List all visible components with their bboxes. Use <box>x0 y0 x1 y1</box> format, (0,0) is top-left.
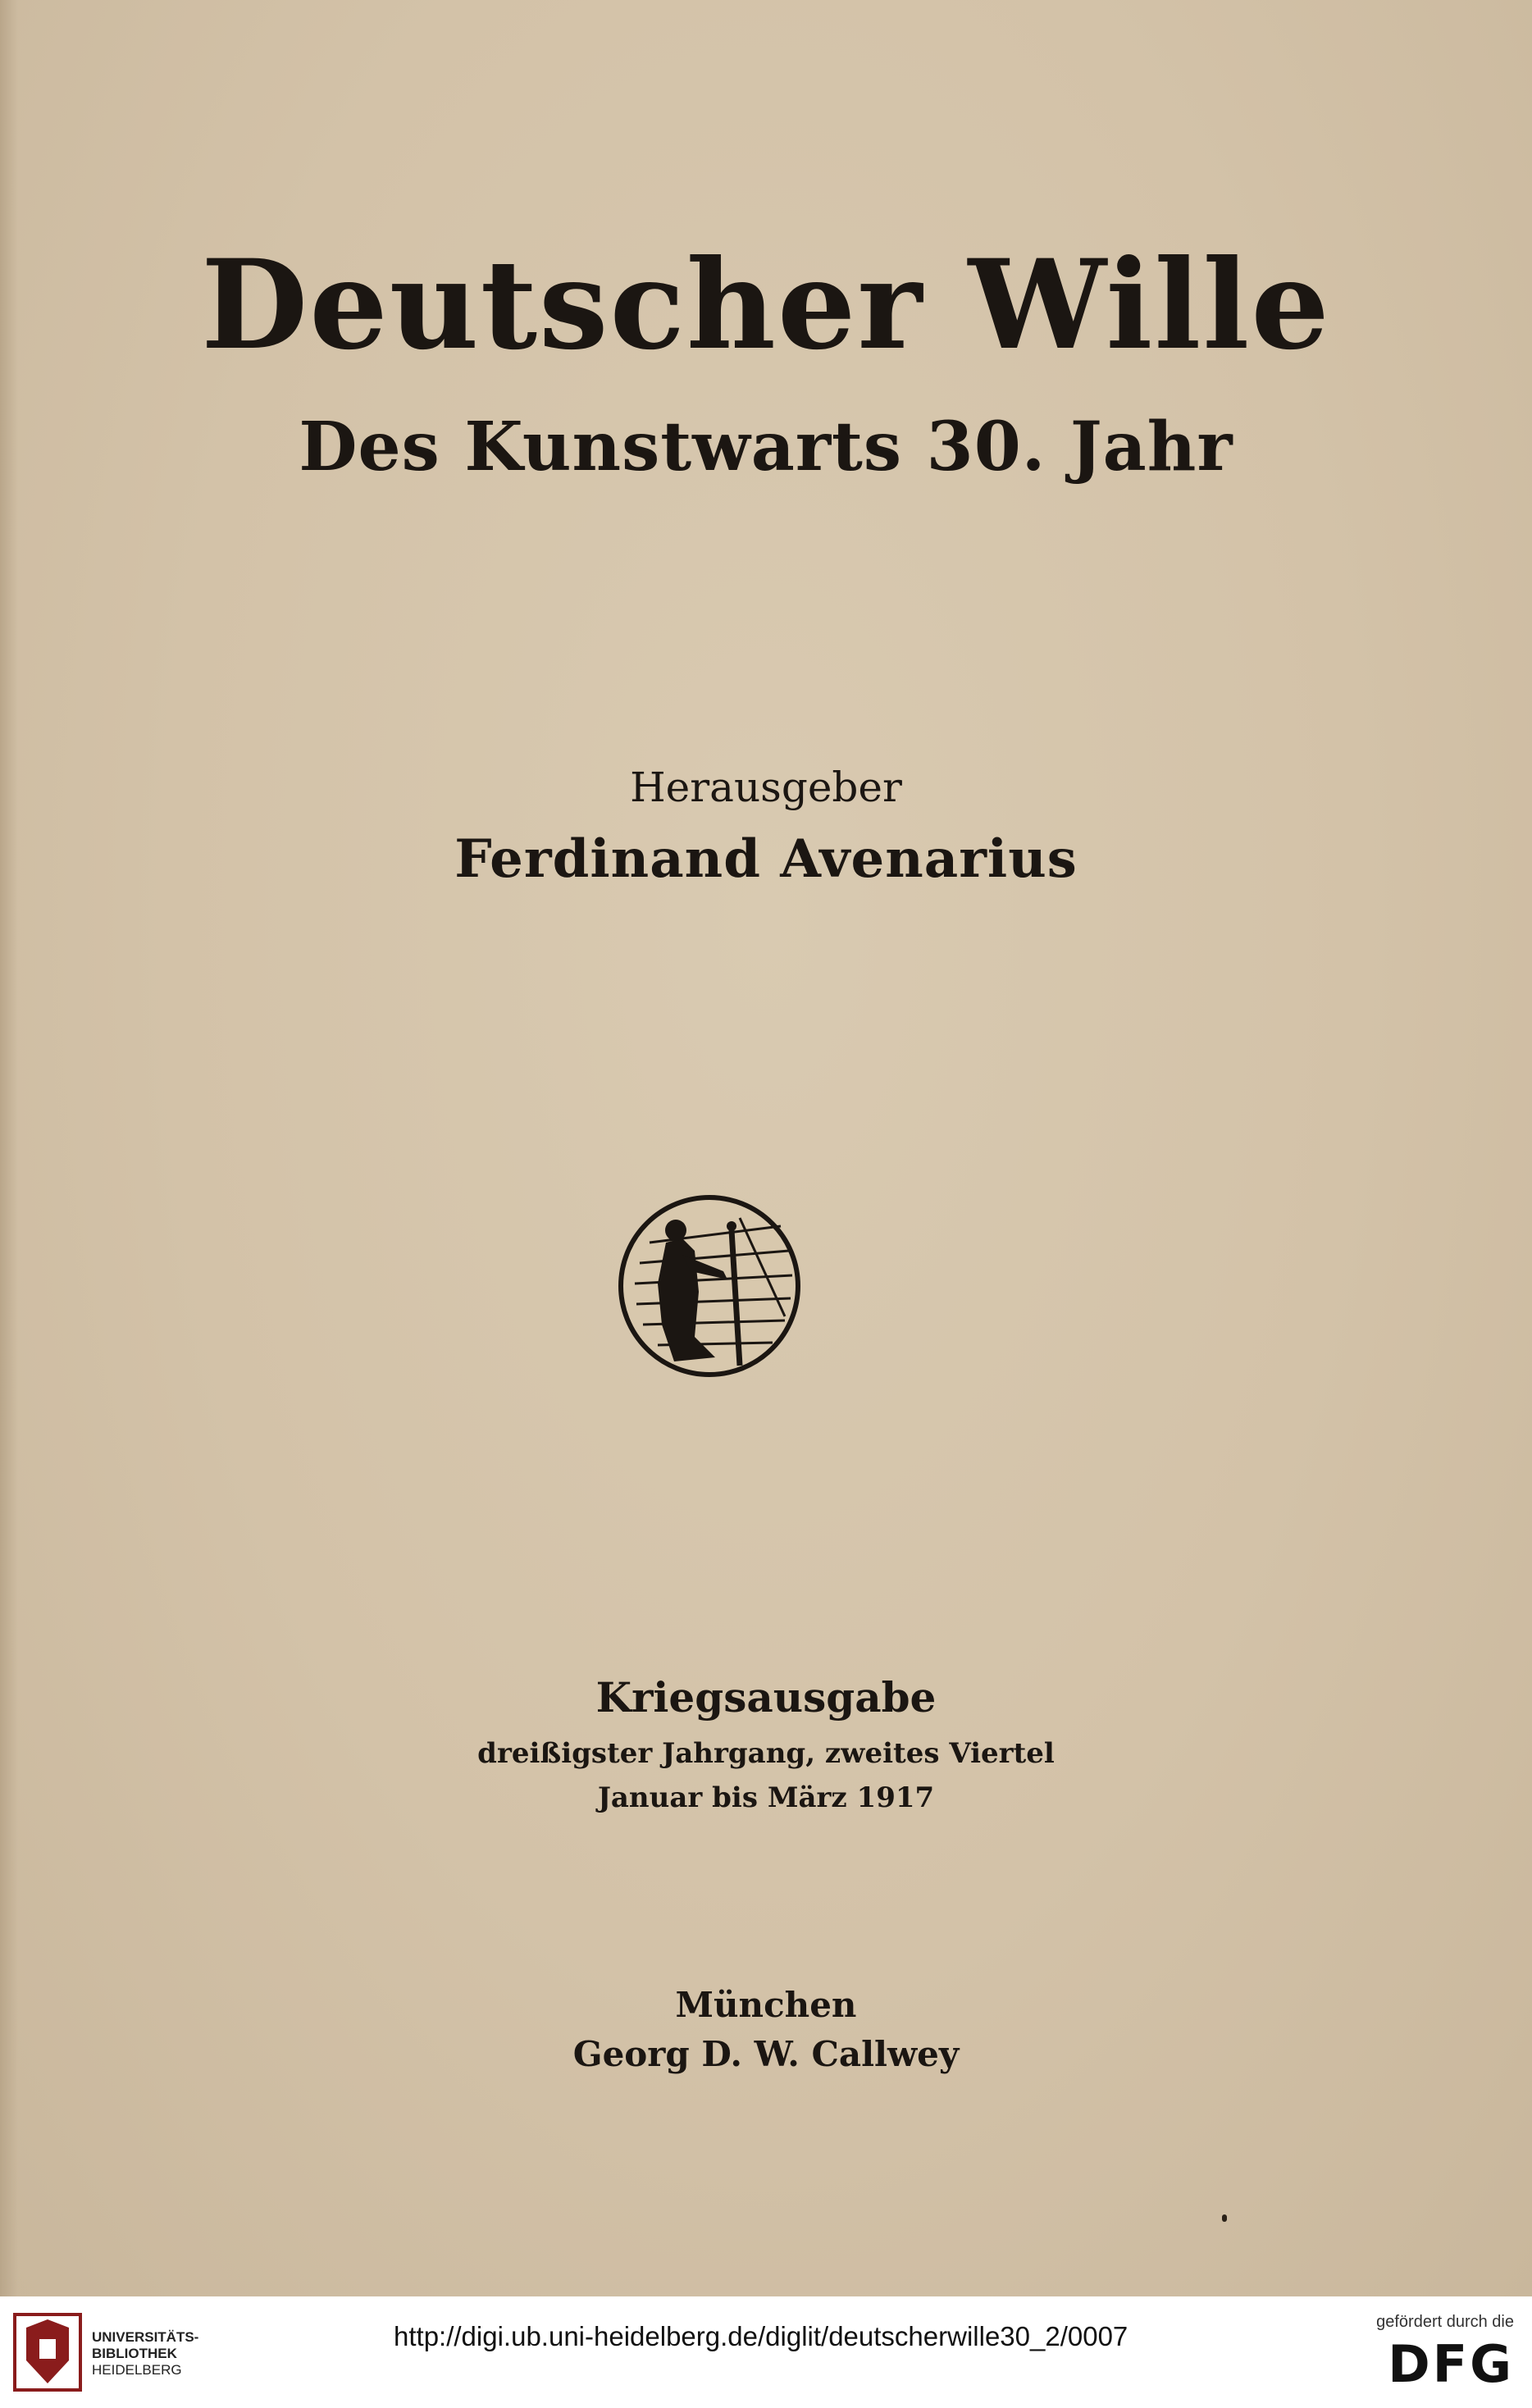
dfg-logo[interactable]: DFG <box>1388 2334 1514 2394</box>
library-name-line-3: HEIDELBERG <box>92 2362 182 2378</box>
funded-by-label: gefördert durch die <box>1376 2313 1514 2331</box>
library-name-line-2: BIBLIOTHEK <box>92 2346 177 2361</box>
editor-name: Ferdinand Avenarius <box>454 828 1078 890</box>
editor-label: Herausgeber <box>630 764 902 811</box>
library-name-line-1: UNIVERSITÄTS- <box>92 2329 199 2345</box>
book-title: Deutscher Wille <box>201 233 1331 377</box>
ub-heidelberg-logo-icon[interactable] <box>11 2311 84 2393</box>
publisher-name: Georg D. W. Callwey <box>572 2034 960 2074</box>
date-range: Januar bis März 1917 <box>597 1781 935 1814</box>
ink-speck <box>1222 2214 1227 2222</box>
volume-line: dreißigster Jahrgang, zweites Viertel <box>477 1737 1055 1770</box>
figure-with-staff-medallion-icon <box>617 1193 802 1379</box>
permalink-url[interactable]: http://digi.ub.uni-heidelberg.de/diglit/deutscherwille30_2/0007 <box>394 2321 1128 2351</box>
edition-label: Kriegsausgabe <box>595 1673 937 1722</box>
library-name[interactable] <box>92 2329 198 2378</box>
book-subtitle: Des Kunstwarts 30. Jahr <box>299 408 1233 486</box>
digitization-footer <box>0 2296 1532 2408</box>
publication-city: München <box>675 1985 857 2025</box>
